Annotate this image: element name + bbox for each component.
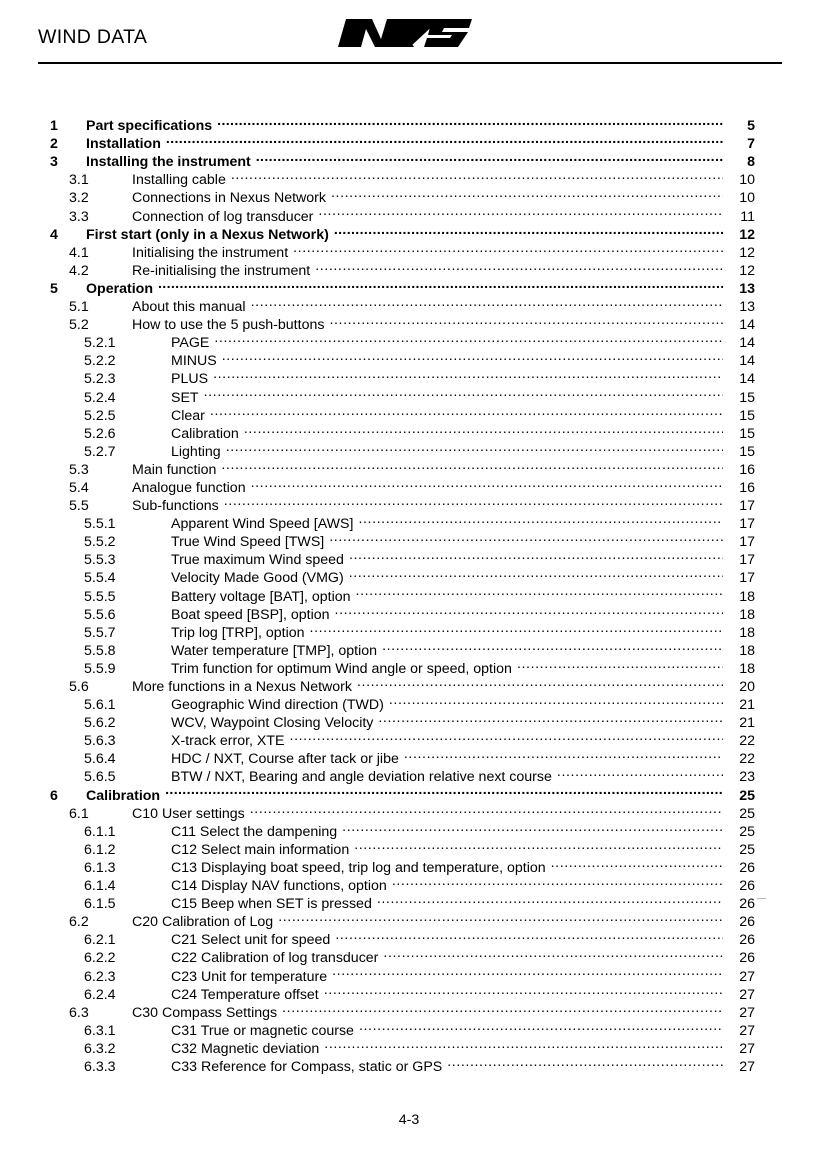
toc-entry-number: 5.5 bbox=[69, 498, 89, 515]
toc-entry[interactable] bbox=[0, 763, 818, 786]
toc-entry-label: X-track error, XTE bbox=[171, 733, 285, 750]
toc-entry-label: C24 Temperature offset bbox=[171, 986, 319, 1003]
toc-entry-label: Apparent Wind Speed [AWS] bbox=[171, 516, 354, 533]
toc-entry-number: 5.6.1 bbox=[84, 697, 116, 714]
toc-entry-page: 27 bbox=[739, 986, 755, 1003]
toc-entry-label: PAGE bbox=[171, 335, 210, 352]
toc-entry-label: Part specifications bbox=[86, 118, 213, 135]
toc-entry[interactable] bbox=[0, 365, 818, 388]
toc-entry-label: MINUS bbox=[171, 353, 217, 370]
toc-entry-number: 6.1.1 bbox=[84, 823, 116, 840]
toc-leader-dots bbox=[349, 564, 723, 582]
toc-entry-label: C14 Display NAV functions, option bbox=[171, 878, 387, 895]
toc-entry[interactable] bbox=[0, 257, 818, 279]
toc-entry-page: 14 bbox=[739, 371, 755, 388]
toc-entry-page: 23 bbox=[739, 769, 755, 786]
toc-entry[interactable] bbox=[0, 691, 818, 714]
toc-entry-label: True Wind Speed [TWS] bbox=[171, 534, 325, 551]
toc-entry[interactable] bbox=[0, 854, 818, 876]
toc-entry[interactable] bbox=[0, 981, 818, 1003]
toc-entry-page: 10 bbox=[739, 190, 755, 207]
toc-leader-dots bbox=[224, 492, 723, 510]
toc-entry-page: 5 bbox=[747, 118, 755, 135]
toc-entry[interactable] bbox=[0, 420, 818, 442]
toc-entry-number: 4.1 bbox=[69, 244, 89, 261]
toc-entry[interactable] bbox=[0, 383, 818, 406]
toc-entry-number: 6.1 bbox=[69, 805, 89, 822]
toc-entry-page: 26 bbox=[739, 950, 755, 967]
toc-leader-dots bbox=[329, 528, 723, 546]
toc-entry[interactable] bbox=[0, 709, 818, 732]
toc-entry-number: 6.1.5 bbox=[84, 896, 116, 913]
toc-entry-number: 5.6.4 bbox=[84, 751, 116, 768]
toc-entry-page: 21 bbox=[739, 697, 755, 714]
toc-entry[interactable] bbox=[0, 202, 818, 225]
toc-leader-dots bbox=[226, 438, 723, 456]
toc-entry-number: 1 bbox=[50, 118, 58, 135]
toc-leader-dots bbox=[214, 329, 723, 347]
table-of-contents bbox=[0, 112, 818, 1075]
toc-entry-label: Velocity Made Good (VMG) bbox=[171, 570, 344, 587]
toc-entry-number: 2 bbox=[50, 136, 58, 153]
toc-leader-dots bbox=[318, 202, 723, 220]
toc-entry-page: 18 bbox=[739, 642, 755, 659]
scan-artifact bbox=[757, 898, 766, 899]
page-footer bbox=[0, 1112, 818, 1128]
toc-entry[interactable] bbox=[0, 944, 818, 967]
toc-leader-dots bbox=[342, 818, 723, 836]
toc-entry-label: C13 Displaying boat speed, trip log and temperature, option bbox=[171, 859, 546, 876]
nx2-logo-icon bbox=[332, 17, 484, 57]
toc-leader-dots bbox=[256, 148, 723, 166]
toc-leader-dots bbox=[377, 890, 723, 908]
toc-entry[interactable] bbox=[0, 275, 818, 297]
toc-entry-number: 5.5.9 bbox=[84, 660, 116, 677]
toc-entry[interactable] bbox=[0, 239, 818, 261]
toc-entry-number: 5.4 bbox=[69, 479, 89, 496]
toc-entry-page: 21 bbox=[739, 715, 755, 732]
toc-entry-label: Lighting bbox=[171, 443, 221, 460]
toc-entry-label: C15 Beep when SET is pressed bbox=[171, 896, 372, 913]
toc-entry[interactable] bbox=[0, 293, 818, 316]
toc-leader-dots bbox=[557, 763, 723, 781]
toc-entry-label: Connection of log transducer bbox=[132, 208, 314, 225]
toc-entry-number: 4 bbox=[50, 226, 58, 243]
toc-entry-page: 17 bbox=[739, 552, 755, 569]
toc-entry-label: Main function bbox=[132, 461, 217, 478]
toc-entry-number: 5.6.3 bbox=[84, 733, 116, 750]
toc-entry-number: 6.1.2 bbox=[84, 841, 116, 858]
page-number: 4-3 bbox=[398, 1112, 420, 1128]
toc-entry-number: 6.2.3 bbox=[84, 968, 116, 985]
toc-entry-number: 5.1 bbox=[69, 299, 89, 316]
toc-leader-dots bbox=[357, 673, 723, 691]
toc-entry-page: 27 bbox=[739, 1040, 755, 1057]
toc-entry-number: 6.3.3 bbox=[84, 1058, 116, 1075]
toc-leader-dots bbox=[204, 383, 723, 401]
toc-leader-dots bbox=[332, 962, 723, 980]
toc-entry-number: 4.2 bbox=[69, 262, 89, 279]
toc-entry-number: 5.5.7 bbox=[84, 624, 116, 641]
toc-entry-page: 12 bbox=[739, 226, 755, 243]
toc-entry-label: C12 Select main information bbox=[171, 841, 350, 858]
toc-entry-label: Operation bbox=[86, 280, 154, 297]
toc-entry-number: 5.3 bbox=[69, 461, 89, 478]
toc-entry-page: 11 bbox=[740, 208, 755, 225]
toc-entry[interactable] bbox=[0, 492, 818, 515]
toc-entry-page: 25 bbox=[739, 787, 755, 804]
toc-entry-label: C10 User settings bbox=[132, 805, 245, 822]
toc-entry-label: Calibration bbox=[86, 787, 161, 804]
toc-entry[interactable] bbox=[0, 148, 818, 171]
toc-entry[interactable] bbox=[0, 221, 818, 243]
toc-entry-label: C23 Unit for temperature bbox=[171, 968, 328, 985]
toc-leader-dots bbox=[404, 745, 723, 763]
toc-entry-number: 5.2.7 bbox=[84, 443, 116, 460]
toc-leader-dots bbox=[378, 709, 723, 727]
toc-entry[interactable] bbox=[0, 655, 818, 677]
toc-leader-dots bbox=[349, 546, 723, 564]
toc-entry-page: 26 bbox=[739, 878, 755, 895]
toc-entry-label: C22 Calibration of log transducer bbox=[171, 950, 379, 967]
toc-leader-dots bbox=[210, 402, 723, 420]
toc-leader-dots bbox=[158, 275, 723, 293]
toc-leader-dots bbox=[251, 293, 723, 311]
toc-entry-page: 17 bbox=[739, 498, 755, 515]
toc-entry[interactable] bbox=[0, 926, 818, 949]
toc-leader-dots bbox=[217, 112, 723, 130]
toc-entry-label: Calibration bbox=[171, 425, 239, 442]
toc-entry-page: 25 bbox=[739, 805, 755, 822]
toc-entry-page: 15 bbox=[739, 443, 755, 460]
toc-entry-number: 6.1.4 bbox=[84, 878, 116, 895]
toc-entry-number: 5.2 bbox=[69, 317, 89, 334]
toc-entry-number: 5.2.1 bbox=[84, 335, 116, 352]
toc-leader-dots bbox=[335, 926, 723, 944]
toc-entry-number: 5.6.5 bbox=[84, 769, 116, 786]
toc-entry-page: 13 bbox=[739, 280, 755, 297]
toc-entry-label: Sub-functions bbox=[132, 498, 219, 515]
toc-entry[interactable] bbox=[0, 800, 818, 822]
toc-entry-page: 22 bbox=[739, 733, 755, 750]
toc-leader-dots bbox=[165, 781, 723, 799]
toc-leader-dots bbox=[392, 872, 723, 890]
toc-entry[interactable] bbox=[0, 908, 818, 931]
toc-entry-label: Installing the instrument bbox=[86, 154, 251, 171]
toc-entry-number: 5.5.2 bbox=[84, 534, 116, 551]
toc-entry-number: 6.3.2 bbox=[84, 1040, 116, 1057]
toc-leader-dots bbox=[324, 981, 723, 999]
toc-entry-number: 6.2.1 bbox=[84, 932, 116, 949]
toc-leader-dots bbox=[293, 239, 723, 257]
toc-entry[interactable] bbox=[0, 130, 818, 153]
toc-entry-label: True maximum Wind speed bbox=[171, 552, 344, 569]
toc-entry[interactable] bbox=[0, 836, 818, 858]
toc-entry-page: 27 bbox=[739, 968, 755, 985]
toc-entry-label: WCV, Waypoint Closing Velocity bbox=[171, 715, 374, 732]
toc-entry-label: More functions in a Nexus Network bbox=[132, 679, 352, 695]
toc-entry-page: 17 bbox=[739, 534, 755, 551]
toc-entry-page: 18 bbox=[739, 624, 755, 641]
toc-entry-label: HDC / NXT, Course after tack or jibe bbox=[171, 751, 399, 768]
toc-entry-number: 5 bbox=[50, 280, 58, 297]
toc-leader-dots bbox=[282, 999, 723, 1017]
toc-entry[interactable] bbox=[0, 601, 818, 623]
toc-entry-label: C11 Select the dampening bbox=[171, 823, 338, 840]
toc-entry-label: PLUS bbox=[171, 371, 209, 388]
toc-entry-label: How to use the 5 push-buttons bbox=[132, 317, 325, 334]
toc-entry[interactable] bbox=[0, 438, 818, 460]
toc-entry-label: Analogue function bbox=[132, 479, 246, 496]
toc-leader-dots bbox=[354, 836, 723, 854]
toc-entry-label: Trip log [TRP], option bbox=[171, 624, 305, 641]
toc-entry-page: 18 bbox=[739, 606, 755, 623]
toc-entry-number: 5.2.6 bbox=[84, 425, 116, 442]
toc-entry-number: 3.2 bbox=[69, 190, 89, 207]
toc-entry-number: 5.5.3 bbox=[84, 552, 116, 569]
toc-entry[interactable] bbox=[0, 112, 818, 135]
toc-entry-label: Battery voltage [BAT], option bbox=[171, 588, 351, 605]
toc-entry-number: 5.5.4 bbox=[84, 570, 116, 587]
toc-entry-number: 6.2.4 bbox=[84, 986, 116, 1003]
toc-entry-page: 27 bbox=[739, 1004, 755, 1021]
toc-entry[interactable] bbox=[0, 456, 818, 478]
toc-entry-label: Re-initialising the instrument bbox=[132, 262, 311, 279]
toc-entry-page: 15 bbox=[739, 407, 755, 424]
toc-entry-label: Geographic Wind direction (TWD) bbox=[171, 697, 384, 714]
toc-entry-page: 10 bbox=[739, 172, 755, 189]
toc-entry-label: Connections in Nexus Network bbox=[132, 190, 326, 207]
toc-entry-number: 5.5.6 bbox=[84, 606, 116, 623]
toc-entry-label: C33 Reference for Compass, static or GPS bbox=[171, 1058, 443, 1075]
toc-entry-page: 14 bbox=[739, 353, 755, 370]
toc-entry[interactable] bbox=[0, 872, 818, 895]
toc-leader-dots bbox=[551, 854, 723, 872]
toc-leader-dots bbox=[389, 691, 723, 709]
toc-leader-dots bbox=[166, 130, 723, 148]
toc-entry-number: 5.5.1 bbox=[84, 516, 116, 533]
toc-entry-label: C32 Magnetic deviation bbox=[171, 1040, 320, 1057]
toc-leader-dots bbox=[278, 908, 723, 926]
toc-entry[interactable] bbox=[0, 329, 818, 352]
toc-entry-page: 25 bbox=[739, 823, 755, 840]
toc-leader-dots bbox=[221, 456, 723, 474]
toc-leader-dots bbox=[334, 221, 723, 239]
toc-entry-number: 3 bbox=[50, 154, 58, 171]
toc-entry-page: 16 bbox=[739, 479, 755, 496]
toc-entry[interactable] bbox=[0, 745, 818, 768]
toc-entry[interactable] bbox=[0, 546, 818, 569]
toc-entry[interactable] bbox=[0, 311, 818, 334]
header-divider bbox=[38, 62, 782, 64]
toc-entry[interactable] bbox=[0, 1017, 818, 1039]
toc-entry[interactable] bbox=[0, 510, 818, 533]
toc-leader-dots bbox=[382, 637, 723, 655]
toc-entry[interactable] bbox=[0, 184, 818, 207]
toc-entry-number: 5.6 bbox=[69, 679, 89, 695]
toc-entry-label: C20 Calibration of Log bbox=[132, 914, 274, 931]
toc-entry-label: Installation bbox=[86, 136, 161, 153]
toc-entry-page: 12 bbox=[739, 244, 755, 261]
toc-leader-dots bbox=[213, 365, 723, 383]
toc-entry[interactable] bbox=[0, 999, 818, 1021]
toc-entry-label: Installing cable bbox=[132, 172, 226, 189]
toc-entry-number: 5.5.5 bbox=[84, 588, 116, 605]
toc-leader-dots bbox=[231, 166, 723, 184]
toc-entry-page: 22 bbox=[739, 751, 755, 768]
toc-leader-dots bbox=[517, 655, 723, 673]
toc-entry-page: 13 bbox=[739, 299, 755, 316]
toc-entry-page: 8 bbox=[747, 154, 755, 171]
toc-leader-dots bbox=[310, 619, 723, 637]
toc-entry-label: Trim function for optimum Wind angle or speed, option bbox=[171, 660, 512, 677]
toc-entry-page: 20 bbox=[739, 679, 755, 695]
toc-entry-page: 7 bbox=[747, 136, 755, 153]
toc-entry[interactable] bbox=[0, 582, 818, 605]
toc-entry-label: Water temperature [TMP], option bbox=[171, 642, 378, 659]
toc-entry[interactable] bbox=[0, 781, 818, 804]
toc-entry[interactable] bbox=[0, 166, 818, 189]
toc-entry-page: 14 bbox=[739, 317, 755, 334]
toc-entry[interactable] bbox=[0, 347, 818, 370]
toc-leader-dots bbox=[315, 257, 723, 275]
toc-entry-page: 26 bbox=[739, 896, 755, 913]
toc-entry-page: 17 bbox=[739, 516, 755, 533]
toc-entry[interactable] bbox=[0, 528, 818, 551]
toc-entry-number: 6.2.2 bbox=[84, 950, 116, 967]
toc-entry-page: 15 bbox=[739, 425, 755, 442]
toc-entry-number: 5.6.2 bbox=[84, 715, 116, 732]
toc-entry-page: 12 bbox=[739, 262, 755, 279]
toc-entry-page: 15 bbox=[739, 389, 755, 406]
toc-leader-dots bbox=[331, 184, 723, 202]
page-header bbox=[0, 0, 818, 70]
toc-entry-page: 25 bbox=[739, 841, 755, 858]
toc-entry-number: 6.1.3 bbox=[84, 859, 116, 876]
toc-entry[interactable] bbox=[0, 564, 818, 587]
toc-leader-dots bbox=[329, 311, 723, 329]
toc-entry-page: 26 bbox=[739, 914, 755, 931]
toc-entry-label: C21 Select unit for speed bbox=[171, 932, 331, 949]
toc-entry-label: C30 Compass Settings bbox=[132, 1004, 278, 1021]
toc-entry[interactable] bbox=[0, 1053, 818, 1075]
toc-entry-number: 3.3 bbox=[69, 208, 89, 225]
toc-leader-dots bbox=[250, 800, 723, 818]
toc-entry-label: About this manual bbox=[132, 299, 246, 316]
toc-entry[interactable] bbox=[0, 818, 818, 840]
toc-entry-label: SET bbox=[171, 389, 199, 406]
toc-leader-dots bbox=[324, 1035, 723, 1053]
toc-entry-page: 27 bbox=[739, 1022, 755, 1039]
toc-leader-dots bbox=[358, 510, 723, 528]
toc-entry-page: 27 bbox=[739, 1058, 755, 1075]
toc-entry-number: 5.5.8 bbox=[84, 642, 116, 659]
toc-leader-dots bbox=[290, 727, 723, 745]
toc-entry-label: C31 True or magnetic course bbox=[171, 1022, 354, 1039]
toc-entry-page: 26 bbox=[739, 859, 755, 876]
page-title: WIND DATA bbox=[38, 26, 148, 48]
toc-entry-number: 5.2.2 bbox=[84, 353, 116, 370]
toc-entry[interactable] bbox=[0, 673, 818, 695]
toc-entry-label: Clear bbox=[171, 407, 205, 424]
toc-leader-dots bbox=[359, 1017, 723, 1035]
toc-entry-number: 6.3 bbox=[69, 1004, 89, 1021]
toc-leader-dots bbox=[244, 420, 723, 438]
toc-leader-dots bbox=[383, 944, 723, 962]
toc-entry[interactable] bbox=[0, 890, 818, 913]
toc-entry-number: 6.3.1 bbox=[84, 1022, 116, 1039]
toc-entry-number: 6.2 bbox=[69, 914, 89, 931]
toc-entry-number: 3.1 bbox=[69, 172, 89, 189]
toc-entry[interactable] bbox=[0, 402, 818, 424]
toc-entry-number: 6 bbox=[50, 787, 58, 804]
toc-entry[interactable] bbox=[0, 474, 818, 496]
toc-entry-page: 26 bbox=[739, 932, 755, 949]
toc-entry[interactable] bbox=[0, 619, 818, 641]
toc-entry-page: 17 bbox=[739, 570, 755, 587]
toc-entry-label: Initialising the instrument bbox=[132, 244, 289, 261]
toc-entry[interactable] bbox=[0, 727, 818, 750]
toc-leader-dots bbox=[251, 474, 723, 492]
toc-entry[interactable] bbox=[0, 1035, 818, 1057]
toc-leader-dots bbox=[447, 1053, 723, 1071]
toc-leader-dots bbox=[356, 582, 723, 600]
toc-entry-page: 14 bbox=[739, 335, 755, 352]
toc-leader-dots bbox=[335, 601, 723, 619]
toc-entry-page: 16 bbox=[739, 461, 755, 478]
toc-entry-page: 18 bbox=[739, 588, 755, 605]
toc-entry-page: 18 bbox=[739, 660, 755, 677]
toc-entry-label: First start (only in a Nexus Network) bbox=[86, 226, 329, 243]
toc-entry-label: Boat speed [BSP], option bbox=[171, 606, 330, 623]
toc-entry-number: 5.2.4 bbox=[84, 389, 116, 406]
toc-entry[interactable] bbox=[0, 637, 818, 659]
toc-entry-number: 5.2.3 bbox=[84, 371, 116, 388]
toc-entry[interactable] bbox=[0, 962, 818, 985]
toc-entry-number: 5.2.5 bbox=[84, 407, 116, 424]
toc-entry-label: BTW / NXT, Bearing and angle deviation relative next course bbox=[171, 769, 552, 786]
toc-leader-dots bbox=[222, 347, 723, 365]
